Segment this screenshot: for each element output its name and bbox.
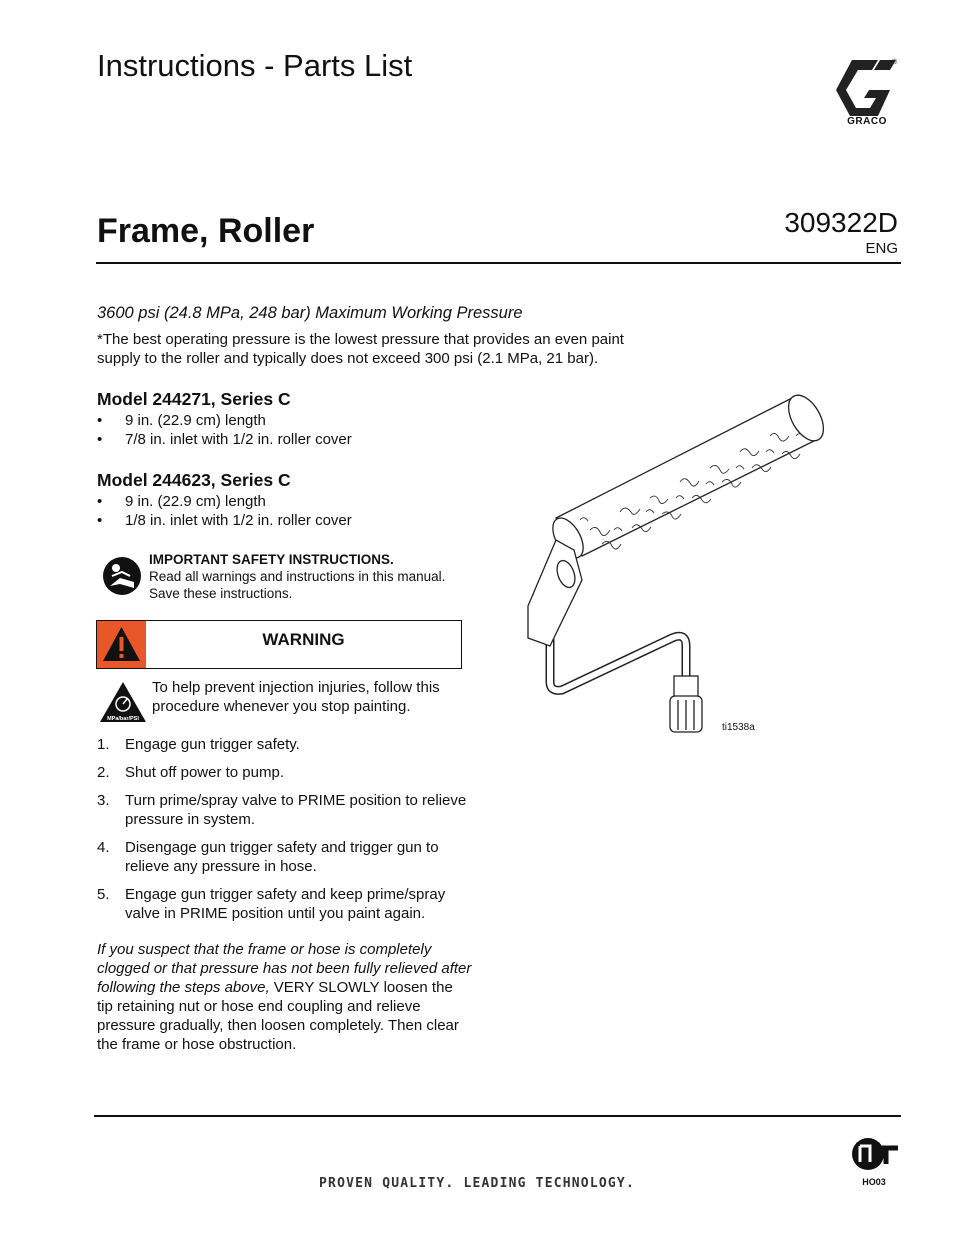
pressure-relief-icon [98, 680, 148, 724]
document-title: Frame, Roller [97, 212, 315, 250]
warning-label: WARNING [262, 630, 345, 649]
model-bullet: • 7/8 in. inlet with 1/2 in. roller cover [97, 431, 352, 448]
model-heading: Model 244271, Series C [97, 389, 291, 409]
document-language: ENG [865, 240, 898, 257]
roller-frame-illustration [520, 390, 840, 740]
operating-note: *The best operating pressure is the lowest pressure that provides an even paint supply to the roller and typically does not exceed 300 psi (2.1 MPa, 21 bar). [97, 331, 624, 367]
header-title: Instructions - Parts List [97, 48, 413, 83]
safety-line: Save these instructions. [149, 586, 293, 601]
pressure-rating: 3600 psi (24.8 MPa, 248 bar) Maximum Working Pressure [97, 304, 523, 322]
footer-divider [94, 1115, 901, 1117]
safety-line: Read all warnings and instructions in this manual. [149, 569, 446, 584]
header-divider [96, 262, 901, 264]
gost-certification-icon [848, 1136, 900, 1172]
gauge-units: MPa/bar/PSI [107, 716, 139, 722]
model-bullet: • 1/8 in. inlet with 1/2 in. roller cover [97, 512, 352, 529]
procedure-step: 5. Engage gun trigger safety and keep prime/spray valve in PRIME position until you paint again. [97, 886, 446, 922]
procedure-step: 3. Turn prime/spray valve to PRIME position to relieve pressure in system. [97, 792, 467, 828]
closing-italic: If you suspect that the frame or hose is completely clogged or that pressure has not been fully relieved after following the steps above, [97, 941, 472, 996]
model-heading: Model 244623, Series C [97, 470, 291, 490]
procedure-step: 1. Engage gun trigger safety. [97, 736, 300, 753]
document-number: 309322D [784, 207, 898, 238]
safety-instructions [149, 551, 469, 602]
closing-paragraph [97, 940, 472, 1054]
model-bullet: • 9 in. (22.9 cm) length [97, 412, 266, 429]
safety-heading: IMPORTANT SAFETY INSTRUCTIONS. [149, 552, 394, 567]
logo-text: GRACO [847, 116, 887, 127]
closing-text: VERY SLOWLY loosen the tip retaining nut or hose end coupling and relieve pressure gradually, then loosen completely. Then clear the frame or hose obstruction. [97, 979, 459, 1053]
registered-mark: ® [892, 59, 898, 66]
procedure-step: 4. Disengage gun trigger safety and trigger gun to relieve any pressure in hose. [97, 839, 439, 875]
model-bullet: • 9 in. (22.9 cm) length [97, 493, 266, 510]
injection-warning-text: To help prevent injection injuries, follow this procedure whenever you stop painting. [152, 679, 440, 715]
footer-tagline: PROVEN QUALITY. LEADING TECHNOLOGY. [319, 1176, 635, 1191]
read-manual-icon [102, 556, 142, 596]
certification-code: HO03 [862, 1177, 886, 1187]
warning-triangle-icon [97, 621, 146, 668]
figure-id: ti1538a [722, 722, 755, 733]
warning-icon-panel [97, 621, 146, 668]
procedure-step: 2. Shut off power to pump. [97, 764, 284, 781]
